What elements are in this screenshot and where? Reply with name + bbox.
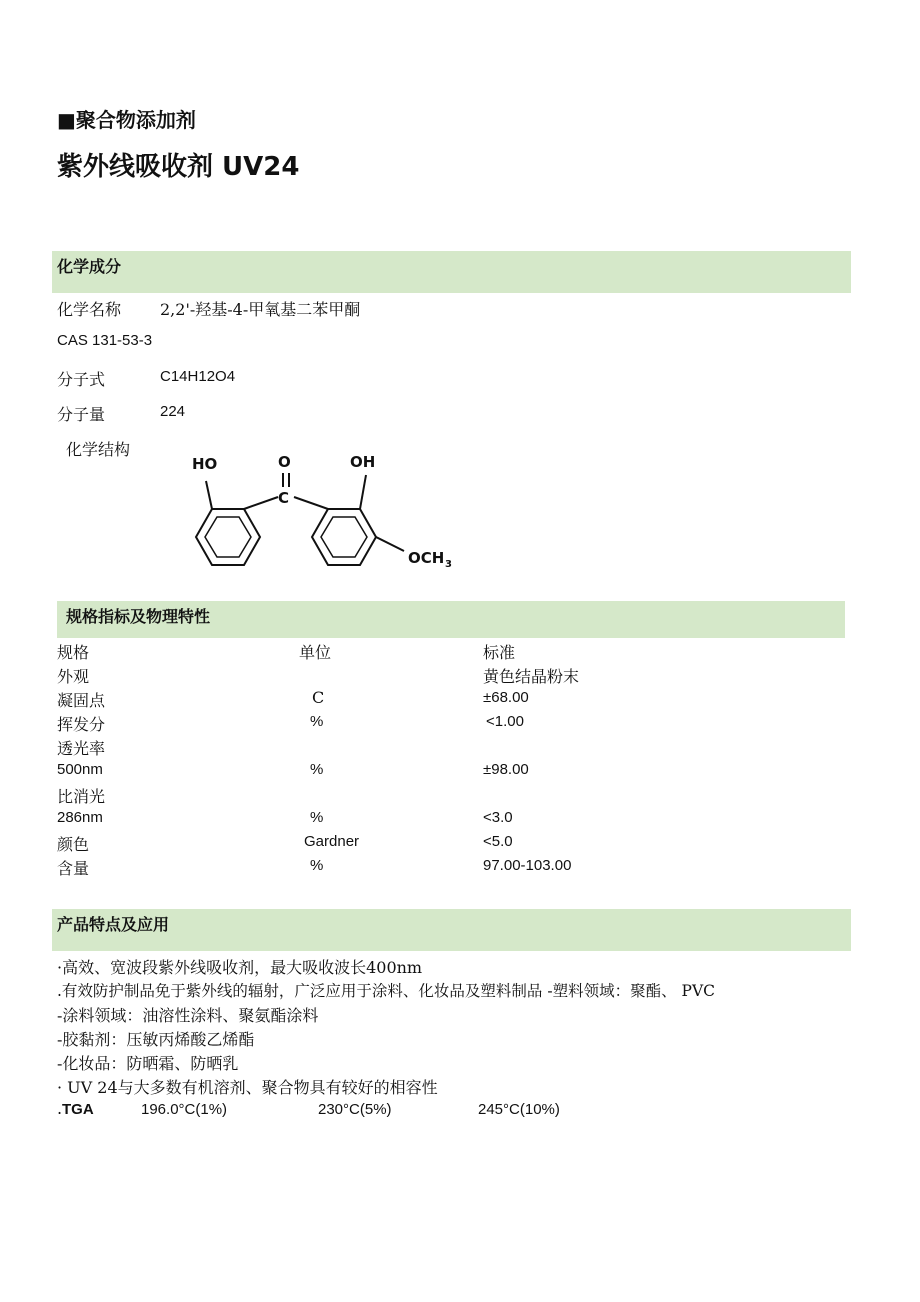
spec-row-standard: 黄色结晶粉末 <box>483 667 580 686</box>
spec-row-name: 凝固点 <box>57 691 106 710</box>
spec-row-name: 颜色 <box>57 835 90 854</box>
spec-header-name: 规格 <box>57 643 90 662</box>
chem-name-value: 2,2'-羟基-4-甲氧基二苯甲酮 <box>160 300 361 319</box>
category-heading: ■聚合物添加剂 <box>57 108 196 132</box>
page-title: 紫外线吸收剂 UV24 <box>57 152 300 182</box>
chemical-structure-diagram <box>170 445 470 575</box>
chem-name-label: 化学名称 <box>57 300 122 319</box>
formula-label: 分子式 <box>57 370 106 389</box>
spec-row-name: 500nm <box>57 761 103 778</box>
section-title-chemical: 化学成分 <box>57 257 122 276</box>
spec-row-standard: <3.0 <box>483 809 513 826</box>
spec-row-unit: C <box>312 688 325 707</box>
section-band-chemical <box>52 251 851 293</box>
spec-row-name: 比消光 <box>57 787 106 806</box>
spec-row-unit: % <box>310 713 324 730</box>
section-band-features <box>52 909 851 951</box>
feature-line: -胶黏剂：压敏丙烯酸乙烯酯 <box>57 1030 255 1049</box>
spec-row-standard: ±98.00 <box>483 761 529 778</box>
och3-label: OCH <box>408 549 445 567</box>
section-title-features: 产品特点及应用 <box>57 915 170 934</box>
spec-row-unit: Gardner <box>304 833 360 850</box>
tga-prefix: . <box>57 1099 63 1118</box>
spec-row-standard: ±68.00 <box>483 689 529 706</box>
right-ring-inner <box>321 517 367 557</box>
section-title-specs: 规格指标及物理特性 <box>66 607 211 626</box>
formula-value: C14H12O4 <box>160 368 236 385</box>
tga-value-2: 230°C(5%) <box>318 1101 392 1118</box>
weight-value: 224 <box>160 403 186 420</box>
feature-line: · UV 24与大多数有机溶剂、聚合物具有较好的相容性 <box>57 1078 438 1097</box>
oh-label: OH <box>350 453 376 471</box>
oh-bond <box>360 475 366 509</box>
right-carbonyl-bond <box>294 497 328 509</box>
spec-row-standard: <5.0 <box>483 833 513 850</box>
left-ring-inner <box>205 517 251 557</box>
feature-line: -涂料领域：油溶性涂料、聚氨酯涂料 <box>57 1006 319 1025</box>
spec-row-unit: % <box>310 857 324 874</box>
spec-row-standard: <1.00 <box>486 713 524 730</box>
och3-subscript: 3 <box>445 559 452 570</box>
spec-row-name: 透光率 <box>57 739 106 758</box>
ho-label: HO <box>192 455 218 473</box>
feature-line: ·高效、宽波段紫外线吸收剂，最大吸收波长400nm <box>57 958 423 977</box>
feature-line: -化妆品：防晒霜、防晒乳 <box>57 1054 239 1073</box>
spec-row-name: 外观 <box>57 667 90 686</box>
spec-header-unit: 单位 <box>299 643 332 662</box>
tga-value-3: 245°C(10%) <box>478 1101 560 1118</box>
och3-bond <box>376 537 404 551</box>
tga-value-1: 196.0°C(1%) <box>141 1101 228 1118</box>
spec-row-name: 挥发分 <box>57 715 106 734</box>
spec-row-unit: % <box>310 761 324 778</box>
spec-row-name: 286nm <box>57 809 103 826</box>
ho-bond <box>206 481 212 509</box>
left-carbonyl-bond <box>244 497 278 509</box>
tga-label: TGA <box>62 1101 94 1118</box>
weight-label: 分子量 <box>57 405 106 424</box>
structure-label: 化学结构 <box>66 440 131 459</box>
spec-row-name: 含量 <box>57 859 90 878</box>
spec-row-unit: % <box>310 809 324 826</box>
spec-row-standard: 97.00-103.00 <box>483 857 572 874</box>
spec-header-standard: 标准 <box>483 643 516 662</box>
carbonyl-o-label: O <box>278 453 291 471</box>
feature-line: .有效防护制品免于紫外线的辐射，广泛应用于涂料、化妆品及塑料制品 -塑料领域：聚酯、 PVC <box>57 982 716 1000</box>
carbonyl-c-label: C <box>278 489 290 507</box>
cas-number: CAS 131-53-3 <box>57 332 153 349</box>
